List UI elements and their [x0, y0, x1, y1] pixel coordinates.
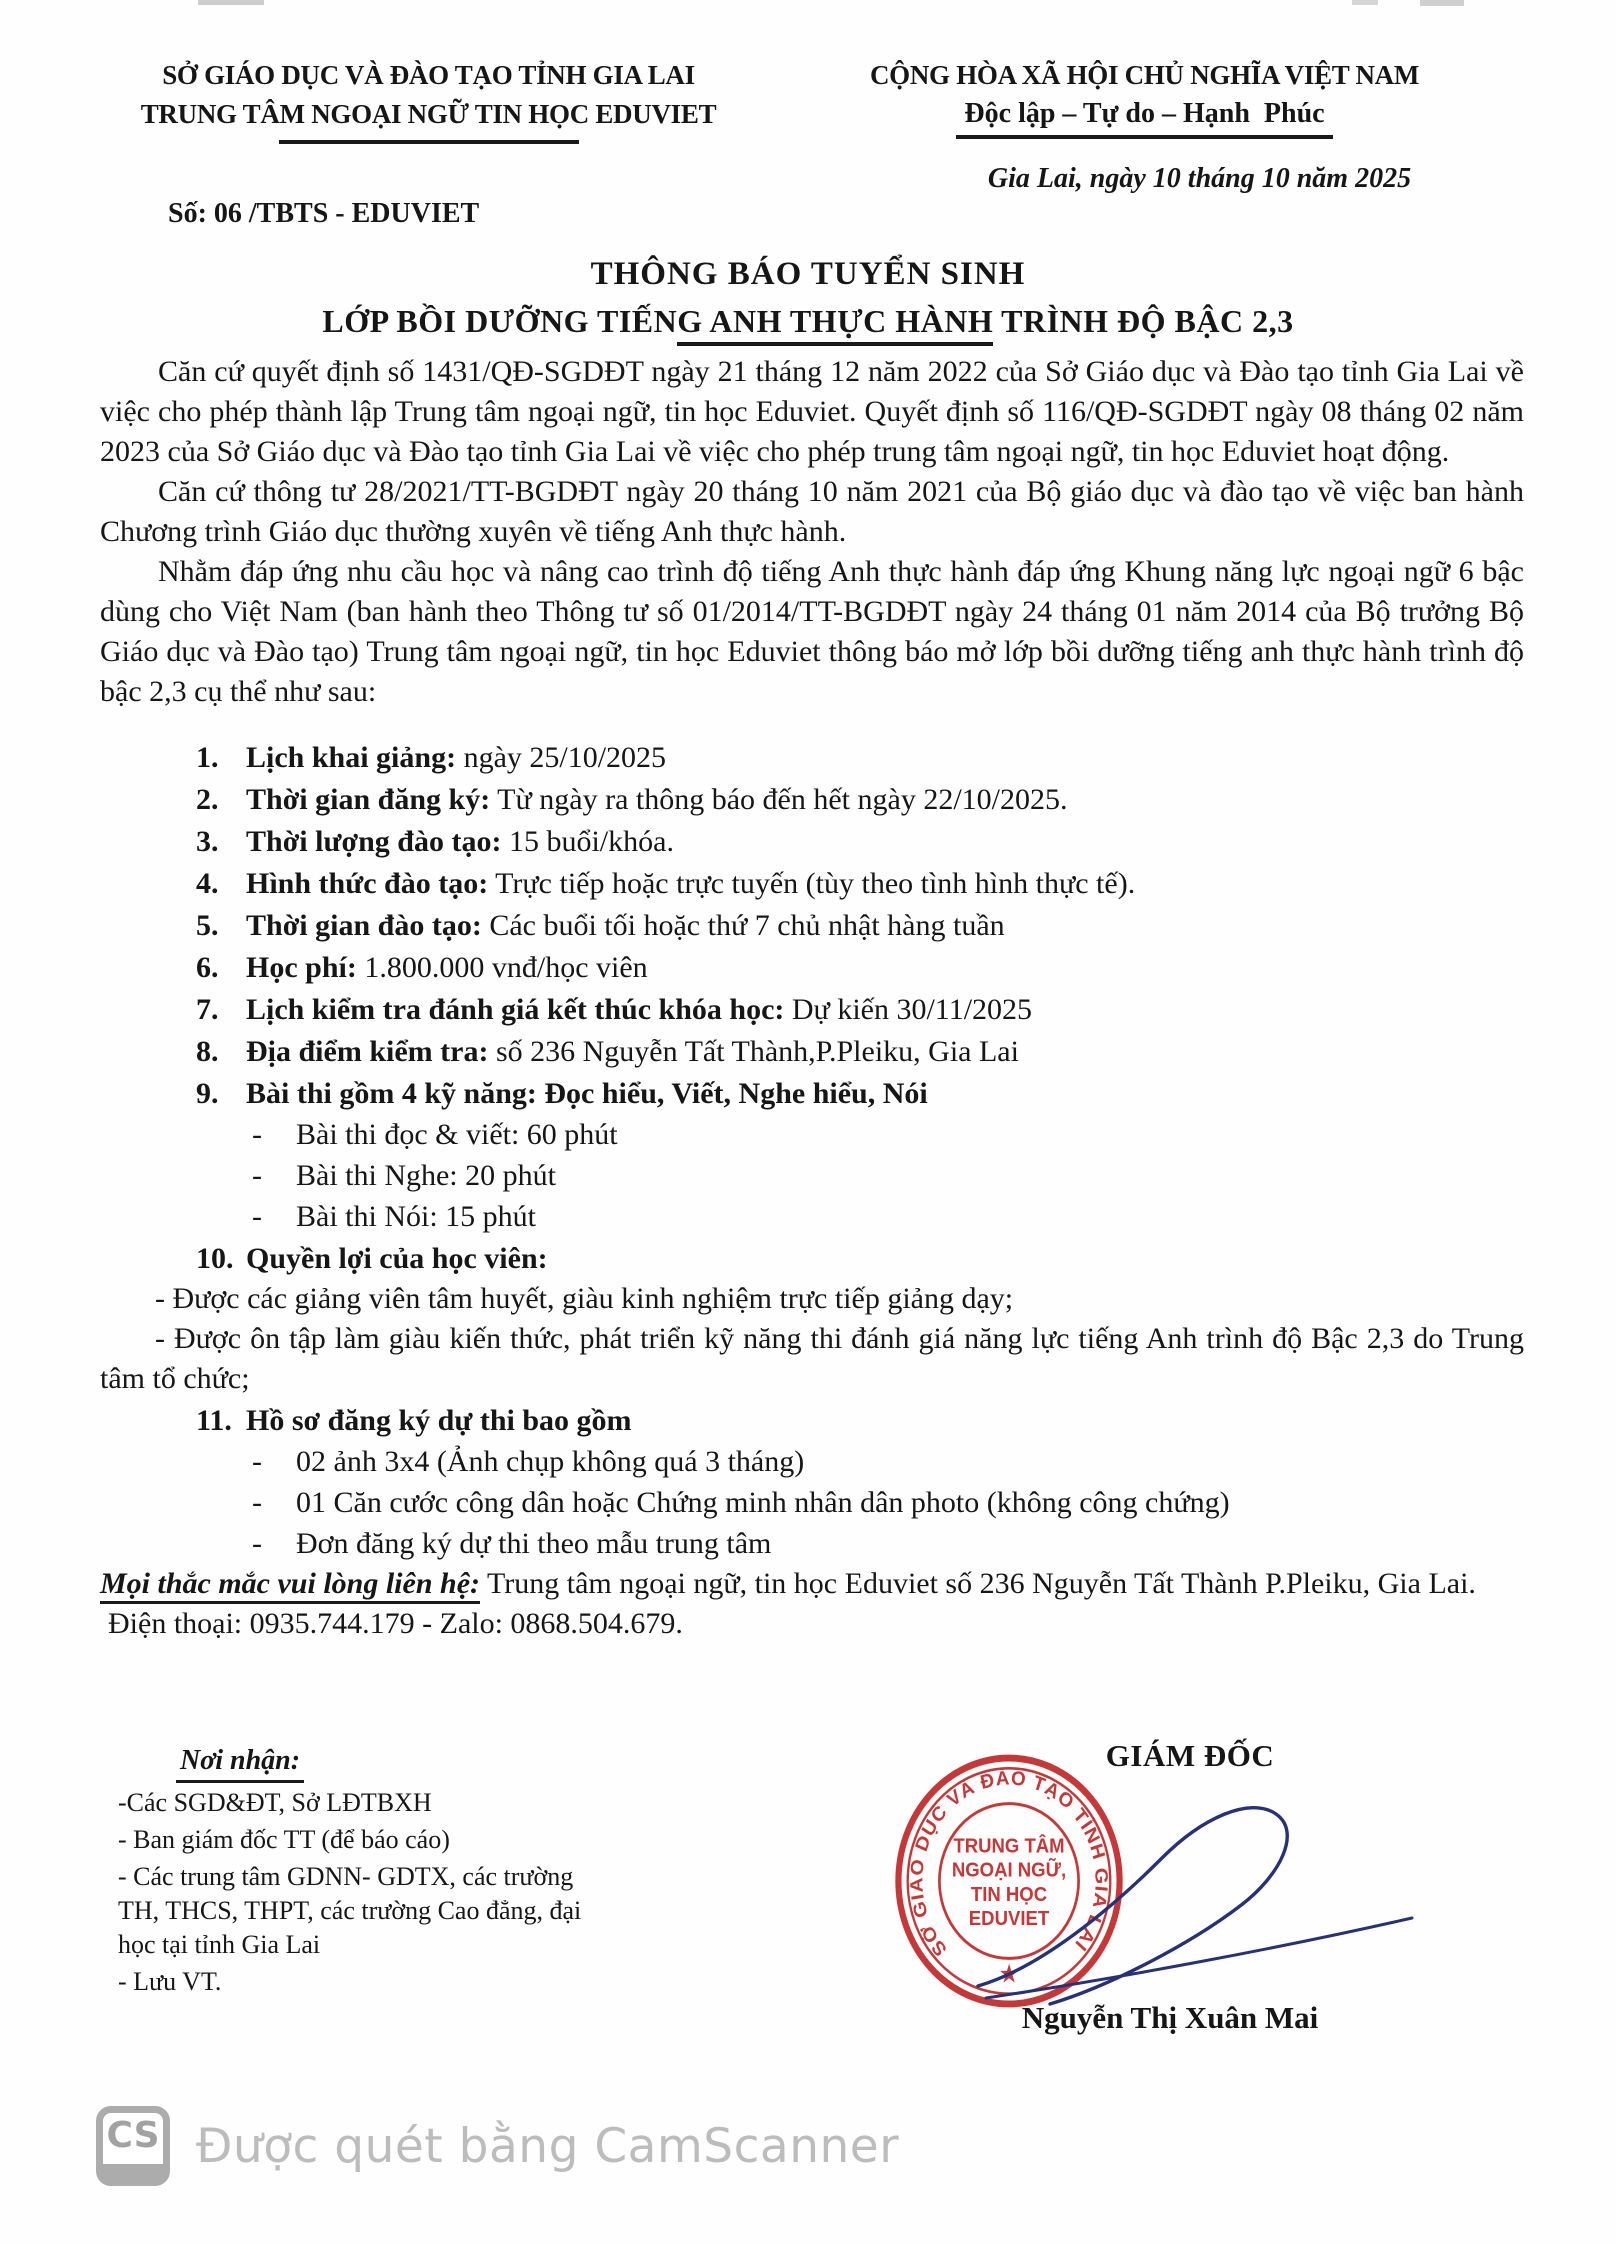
signature-tail-stroke: [986, 1918, 1412, 1998]
camscanner-logo-strip: [103, 2164, 163, 2179]
item-text: Các buổi tối hoặc thứ 7 chủ nhật hàng tuần: [481, 909, 1005, 942]
stamp-center-line: TRUNG TÂM: [953, 1834, 1065, 1858]
list-item: [100, 1074, 1524, 1114]
list-item: [100, 780, 1524, 820]
list-item: [100, 822, 1524, 862]
contact-lead: Mọi thắc mắc vui lòng liên hệ:: [100, 1567, 480, 1604]
item-label: Thời gian đăng ký:: [246, 783, 491, 816]
national-motto-line1: CỘNG HÒA XÃ HỘI CHỦ NGHĨA VIỆT NAM: [869, 60, 1420, 90]
item-number: 8.: [196, 1035, 219, 1068]
title-line1: THÔNG BÁO TUYỂN SINH: [590, 256, 1026, 292]
numbered-list: [100, 738, 1524, 1564]
item-text: Trực tiếp hoặc trực tuyến (tùy theo tình hình thực tế).: [488, 867, 1136, 900]
item-number: 1.: [196, 741, 219, 774]
handwritten-signature: [950, 1790, 1430, 2020]
dash-mark: -: [252, 1200, 262, 1233]
item-label: Hình thức đào tạo:: [246, 867, 489, 900]
org-parent-name: SỞ GIÁO DỤC VÀ ĐÀO TẠO TỈNH GIA LAI: [162, 60, 695, 90]
list-item: [100, 1239, 1524, 1279]
bullet-text: Bài thi đọc & viết: 60 phút: [296, 1118, 618, 1151]
item-number: 11.: [196, 1404, 232, 1437]
item-text: 15 buổi/khóa.: [501, 825, 674, 858]
dossier-bullet: [100, 1442, 1524, 1482]
item-text: Dự kiến 30/11/2025: [784, 993, 1033, 1026]
recipient-line: -Các SGD&ĐT, Sở LĐTBXH: [118, 1788, 432, 1817]
title-line2-post: TRÌNH ĐỘ BẬC 2,3: [993, 303, 1294, 339]
item-number: 7.: [196, 993, 219, 1026]
item-text: 1.800.000 vnđ/học viên: [356, 951, 648, 984]
item-number: 9.: [196, 1077, 219, 1110]
stamp-center-line: EDUVIET: [968, 1906, 1050, 1931]
letterhead-org-block: [92, 60, 765, 195]
item-text: ngày 25/10/2025: [456, 741, 667, 774]
stamp-center-line: NGOẠI NGỮ,: [951, 1858, 1067, 1882]
recipients-block: [118, 1745, 604, 1999]
dash-mark: -: [252, 1527, 262, 1560]
list-item: [100, 1032, 1524, 1072]
letterhead: [92, 60, 1524, 195]
document-title: [0, 256, 1616, 340]
list-item: [100, 738, 1524, 778]
document-number: Số: 06 /TBTS - EDUVIET: [168, 198, 480, 229]
bullet-text: Đơn đăng ký dự thi theo mẫu trung tâm: [296, 1527, 772, 1560]
item-label: Lịch khai giảng:: [246, 741, 457, 774]
item-number: 2.: [196, 783, 219, 816]
national-motto-line2: Độc lập – Tự do – Hạnh Phúc: [956, 98, 1332, 139]
item-text: Từ ngày ra thông báo đến hết ngày 22/10/2025.: [490, 783, 1068, 816]
phone-line: Điện thoại: 0935.744.179 - Zalo: 0868.504.679.: [108, 1607, 683, 1640]
list-item: [100, 948, 1524, 988]
document-body: [100, 352, 1524, 1644]
item-number: 10.: [196, 1242, 234, 1275]
dossier-bullet: [100, 1524, 1524, 1564]
item-number: 3.: [196, 825, 219, 858]
letterhead-national-block: [765, 60, 1524, 195]
dash-mark: -: [252, 1118, 262, 1151]
title-line2: [0, 303, 1616, 340]
org-underline-rule: [279, 140, 579, 144]
item-label: Lịch kiểm tra đánh giá kết thúc khóa học:: [246, 993, 785, 1026]
item-number: 5.: [196, 909, 219, 942]
exam-bullet: [100, 1197, 1524, 1237]
dash-mark: -: [252, 1159, 262, 1192]
recipients-title: Nơi nhận:: [176, 1745, 304, 1783]
place-and-date: Gia Lai, ngày 10 tháng 10 năm 2025: [987, 163, 1412, 194]
camscanner-logo-icon: [96, 2106, 170, 2186]
item-label: Bài thi gồm 4 kỹ năng: Đọc hiểu, Viết, Nghe hiểu, Nói: [246, 1077, 928, 1110]
list-item: [100, 906, 1524, 946]
signer-title: GIÁM ĐỐC: [1105, 1738, 1275, 1773]
stamp-center-line: TIN HỌC: [970, 1882, 1048, 1907]
bullet-text: 02 ảnh 3x4 (Ảnh chụp không quá 3 tháng): [296, 1445, 805, 1478]
item-label: Quyền lợi của học viên:: [246, 1242, 548, 1275]
item-label: Hồ sơ đăng ký dự thi bao gồm: [246, 1404, 632, 1437]
list-item: [100, 864, 1524, 904]
contact-rest: Trung tâm ngoại ngữ, tin học Eduviet số 236 Nguyễn Tất Thành P.Pleiku, Gia Lai.: [480, 1567, 1476, 1600]
signer-name: Nguyễn Thị Xuân Mai: [1021, 2000, 1319, 2035]
recipient-line: - Lưu VT.: [118, 1967, 222, 1996]
item-label: Địa điểm kiểm tra:: [246, 1035, 489, 1068]
item-number: 4.: [196, 867, 219, 900]
bullet-text: Bài thi Nói: 15 phút: [296, 1200, 536, 1233]
camscanner-logo-letters: CS: [106, 2115, 160, 2156]
paragraph-legal-basis-1: Căn cứ quyết định số 1431/QĐ-SGDĐT ngày 21 tháng 12 năm 2022 của Sở Giáo dục và Đào tạo tỉnh Gia Lai về việc cho phép thành lập Trung tâm ngoại ngữ, tin học Eduviet. Quyết định số 116/QĐ-SGDĐT ngày 08 tháng 02 năm 2023 của Sở Giáo dục và Đào tạo tỉnh Gia Lai về việc cho phép trung tâm ngoại ngữ, tin học Eduviet hoạt động.: [100, 355, 1524, 468]
dossier-bullet: [100, 1483, 1524, 1523]
scan-artifact: [198, 0, 264, 5]
benefit-bullet: - Được ôn tập làm giàu kiến thức, phát triển kỹ năng thi đánh giá năng lực tiếng Anh trình độ Bậc 2,3 do Trung tâm tổ chức;: [100, 1322, 1524, 1395]
recipient-line: - Ban giám đốc TT (để báo cáo): [118, 1825, 450, 1854]
paragraph-purpose: Nhằm đáp ứng nhu cầu học và nâng cao trình độ tiếng Anh thực hành đáp ứng Khung năng lực ngoại ngữ 6 bậc dùng cho Việt Nam (ban hành theo Thông tư số 01/2014/TT-BGDĐT ngày 24 tháng 01 năm 2014 của Bộ trưởng Bộ Giáo dục và Đào tạo) Trung tâm ngoại ngữ, tin học Eduviet thông báo mở lớp bồi dưỡng tiếng anh thực hành trình độ bậc 2,3 cụ thể như sau:: [100, 555, 1524, 708]
camscanner-watermark: [96, 2106, 899, 2186]
org-name: TRUNG TÂM NGOẠI NGỮ TIN HỌC EDUVIET: [140, 99, 717, 129]
exam-bullet: [100, 1156, 1524, 1196]
paragraph-legal-basis-2: Căn cứ thông tư 28/2021/TT-BGDĐT ngày 20 tháng 10 năm 2021 của Bộ giáo dục và đào tạo về việc ban hành Chương trình Giáo dục thường xuyên về tiếng Anh thực hành.: [100, 475, 1524, 548]
item-label: Thời gian đào tạo:: [246, 909, 482, 942]
dash-mark: -: [252, 1486, 262, 1519]
benefit-bullet: - Được các giảng viên tâm huyết, giàu kinh nghiệm trực tiếp giảng dạy;: [155, 1282, 1014, 1315]
contact-paragraph: [100, 1564, 1524, 1604]
scan-artifact: [1352, 0, 1378, 5]
bullet-text: 01 Căn cước công dân hoặc Chứng minh nhân dân photo (không công chứng): [296, 1486, 1230, 1519]
list-item: [100, 990, 1524, 1030]
stamp-star-icon: ★: [998, 1960, 1020, 1989]
bullet-text: Bài thi Nghe: 20 phút: [296, 1159, 556, 1192]
title-line2-underlined: G ANH THỰC HÀNH: [677, 303, 993, 346]
item-label: Thời lượng đào tạo:: [246, 825, 502, 858]
recipient-line: - Các trung tâm GDNN- GDTX, các trường TH, THCS, THPT, các trường Cao đẳng, đại học tại tỉnh Gia Lai: [118, 1862, 582, 1959]
camscanner-caption: Được quét bằng CamScanner: [196, 2118, 900, 2174]
list-item: [100, 1401, 1524, 1441]
dash-mark: -: [252, 1445, 262, 1478]
title-line2-pre: LỚP BỒI DƯỠNG TIẾN: [322, 303, 678, 339]
exam-bullet: [100, 1115, 1524, 1155]
scan-artifact: [1420, 0, 1464, 6]
item-number: 6.: [196, 951, 219, 984]
item-text: số 236 Nguyễn Tất Thành,P.Pleiku, Gia Lai: [488, 1035, 1019, 1068]
stamp-ring-text: SỞ GIÁO DỤC VÀ ĐÀO TẠO TỈNH GIA LAI: [906, 1766, 1112, 1962]
item-label: Học phí:: [246, 951, 357, 984]
